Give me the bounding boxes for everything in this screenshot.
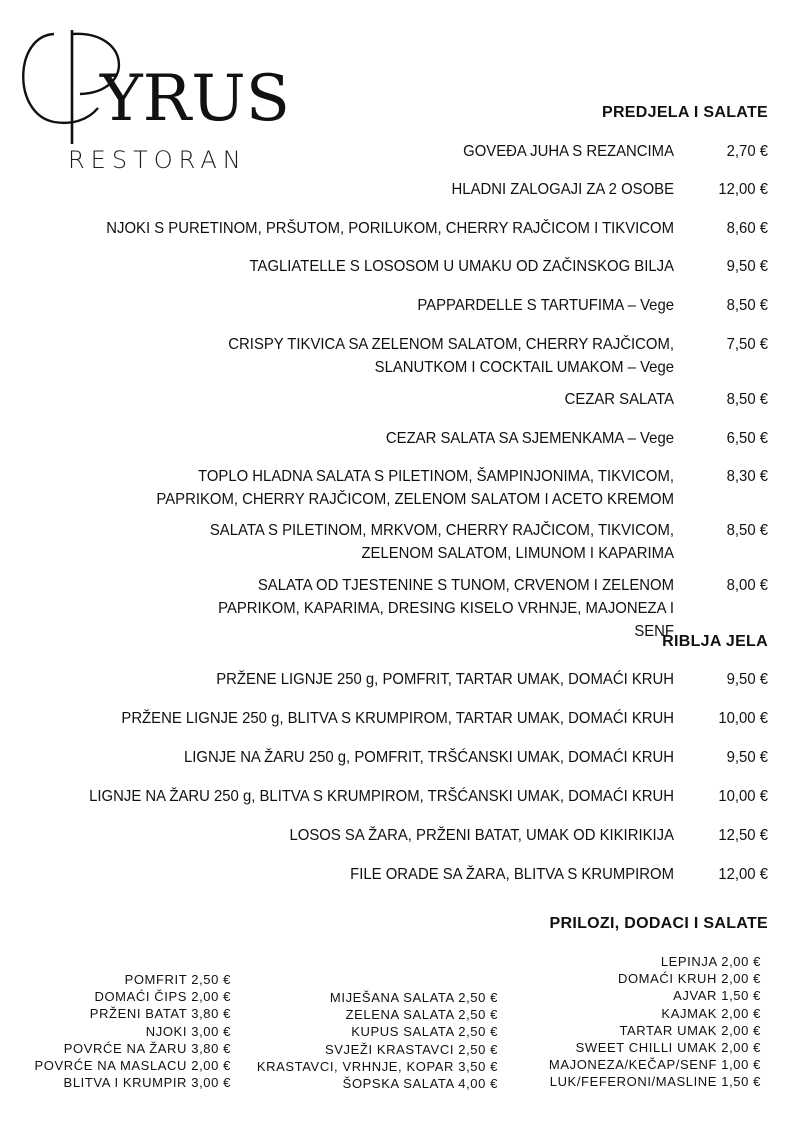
menu-item-price: 8,50 € — [726, 297, 768, 314]
menu-item: PRŽENE LIGNJE 250 g, POMFRIT, TARTAR UMAK, DOMAĆI KRUH — [216, 671, 675, 688]
side-item: KAJMAK 2,00 € — [661, 1005, 761, 1021]
menu-item-price: 8,50 € — [726, 391, 768, 408]
side-item: ŠOPSKA SALATA 4,00 € — [342, 1076, 498, 1092]
side-item: SVJEŽI KRASTAVCI 2,50 € — [325, 1041, 498, 1057]
menu-item: CEZAR SALATA SA SJEMENKAMA – Vege — [385, 430, 674, 447]
menu-item: LIGNJE NA ŽARU 250 g, BLITVA S KRUMPIROM, TRŠĆANSKI UMAK, DOMAĆI KRUH — [89, 788, 674, 805]
menu-item: TAGLIATELLE S LOSOSOM U UMAKU OD ZAČINSKOG BILJA — [249, 258, 674, 275]
menu-item-price: 8,50 € — [726, 522, 768, 539]
menu-item: FILE ORADE SA ŽARA, BLITVA S KRUMPIROM — [350, 866, 674, 883]
menu-item-price: 8,60 € — [726, 220, 768, 237]
menu-item: LIGNJE NA ŽARU 250 g, POMFRIT, TRŠĆANSKI UMAK, DOMAĆI KRUH — [183, 749, 674, 766]
sides-column-2 — [257, 989, 498, 1092]
menu-item: CEZAR SALATA — [564, 391, 674, 408]
menu-item-price: 8,00 € — [726, 577, 768, 594]
menu-item-price: 2,70 € — [726, 143, 768, 160]
menu-item-price: 10,00 € — [718, 788, 768, 805]
side-item: SWEET CHILLI UMAK 2,00 € — [575, 1040, 761, 1056]
side-item: MAJONEZA/KEČAP/SENF 1,00 € — [548, 1057, 761, 1073]
menu-item-price: 9,50 € — [726, 671, 768, 688]
menu-item: GOVEĐA JUHA S REZANCIMA — [463, 143, 674, 160]
menu-item: HLADNI ZALOGAJI ZA 2 OSOBE — [451, 181, 674, 198]
side-item: NJOKI 3,00 € — [145, 1023, 231, 1039]
menu-item: TOPLO HLADNA SALATA S PILETINOM, ŠAMPINJONIMA, TIKVICOM, PAPRIKOM, CHERRY RAJČICOM, ZELENOM SALATOM I ACETO KREMOM — [156, 468, 674, 508]
side-item: LEPINJA 2,00 € — [660, 954, 761, 969]
menu-item-price: 12,00 € — [718, 181, 768, 198]
section-title-starters: PREDJELA I SALATE — [601, 104, 768, 121]
menu-item: SALATA OD TJESTENINE S TUNOM, CRVENOM I ZELENOM PAPRIKOM, KAPARIMA, DRESING KISELO VRHNJE, MAJONEZA I SENF — [218, 577, 675, 640]
side-item: PRŽENI BATAT 3,80 € — [89, 1006, 231, 1022]
menu-item: NJOKI S PURETINOM, PRŠUTOM, PORILUKOM, CHERRY RAJČICOM I TIKVICOM — [106, 220, 674, 237]
section-title-sides: PRILOZI, DODACI I SALATE — [549, 915, 768, 932]
menu-item: LOSOS SA ŽARA, PRŽENI BATAT, UMAK OD KIKIRIKIJA — [289, 827, 674, 844]
side-item: KRASTAVCI, VRHNJE, KOPAR 3,50 € — [256, 1058, 498, 1074]
sides-column-1 — [35, 971, 231, 1091]
side-item: POVRĆE NA ŽARU 3,80 € — [63, 1040, 231, 1056]
menu-item-price: 8,30 € — [726, 468, 768, 485]
menu-item-price: 9,50 € — [726, 258, 768, 275]
menu-item: SALATA S PILETINOM, MRKVOM, CHERRY RAJČICOM, TIKVICOM, ZELENOM SALATOM, LIMUNOM I KAPARIMA — [209, 522, 674, 562]
side-item: POVRĆE NA MASLACU 2,00 € — [34, 1058, 231, 1074]
logo-subtitle: RESTORAN — [68, 146, 247, 174]
side-item: KUPUS SALATA 2,50 € — [351, 1024, 498, 1040]
menu-item-price: 9,50 € — [726, 749, 768, 766]
menu-item-price: 7,50 € — [726, 336, 768, 353]
menu-item: CRISPY TIKVICA SA ZELENOM SALATOM, CHERRY RAJČICOM, SLANUTKOM I COCKTAIL UMAKOM – Vege — [228, 336, 674, 376]
menu-item: PRŽENE LIGNJE 250 g, BLITVA S KRUMPIROM, TARTAR UMAK, DOMAĆI KRUH — [121, 710, 675, 727]
sides-column-3 — [549, 953, 761, 1091]
side-item: DOMAĆI ČIPS 2,00 € — [94, 989, 231, 1005]
side-item: POMFRIT 2,50 € — [124, 972, 231, 987]
logo-text: YRUS — [98, 62, 290, 136]
menu-item-price: 10,00 € — [718, 710, 768, 727]
side-item: ZELENA SALATA 2,50 € — [345, 1007, 498, 1023]
side-item: BLITVA I KRUMPIR 3,00 € — [63, 1075, 231, 1091]
side-item: DOMAĆI KRUH 2,00 € — [617, 971, 761, 987]
menu-item: PAPPARDELLE S TARTUFIMA – Vege — [417, 297, 674, 314]
menu-item-price: 12,00 € — [718, 866, 768, 883]
menu-item-price: 12,50 € — [718, 827, 768, 844]
side-item: TARTAR UMAK 2,00 € — [619, 1022, 761, 1038]
side-item: MIJEŠANA SALATA 2,50 € — [329, 990, 498, 1005]
pyrus-logo-mark — [12, 22, 292, 147]
section-title-fish: RIBLJA JELA — [662, 633, 768, 650]
side-item: AJVAR 1,50 € — [673, 988, 761, 1004]
menu-item-price: 6,50 € — [726, 430, 768, 447]
side-item: LUK/FEFERONI/MASLINE 1,50 € — [549, 1074, 761, 1090]
